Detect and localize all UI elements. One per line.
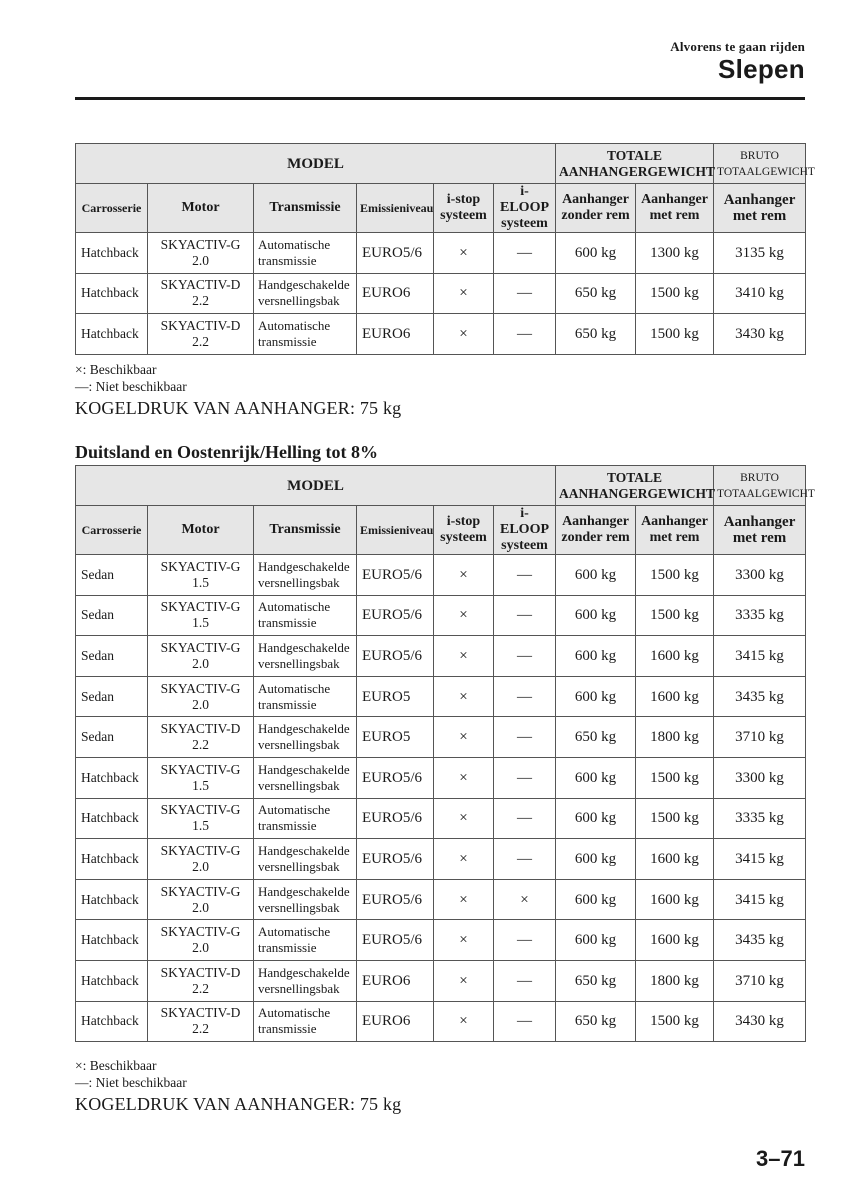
carrosserie-cell: Hatchback bbox=[76, 1001, 148, 1042]
bruto-cell: 3335 kg bbox=[714, 798, 806, 839]
istop-cell: × bbox=[434, 676, 494, 717]
bruto-cell: 3710 kg bbox=[714, 960, 806, 1001]
col-zonder-rem: Aanhanger zonder rem bbox=[556, 506, 636, 555]
table-row bbox=[76, 595, 806, 636]
istop-cell: × bbox=[434, 273, 494, 314]
ieloop-cell: — bbox=[494, 595, 556, 636]
motor-cell: SKYACTIV-G 1.5 bbox=[148, 757, 254, 798]
col-carrosserie: Carrosserie bbox=[76, 506, 148, 555]
bruto-cell: 3430 kg bbox=[714, 1001, 806, 1042]
towing-table-germany-austria bbox=[75, 465, 815, 1042]
istop-cell: × bbox=[434, 636, 494, 677]
zonder-rem-cell: 600 kg bbox=[556, 839, 636, 880]
emissieniveau-cell: EURO6 bbox=[357, 314, 434, 355]
bruto-cell: 3335 kg bbox=[714, 595, 806, 636]
col-emissieniveau: Emissieniveau bbox=[357, 506, 434, 555]
met-rem-cell: 1500 kg bbox=[636, 798, 714, 839]
col-motor: Motor bbox=[148, 506, 254, 555]
col-ieloop: i-ELOOP systeem bbox=[494, 184, 556, 233]
motor-cell: SKYACTIV-D 2.2 bbox=[148, 273, 254, 314]
emissieniveau-cell: EURO5/6 bbox=[357, 920, 434, 961]
met-rem-cell: 1800 kg bbox=[636, 960, 714, 1001]
motor-cell: SKYACTIV-G 1.5 bbox=[148, 798, 254, 839]
col-bruto-met-rem: Aanhanger met rem bbox=[714, 506, 806, 555]
transmissie-cell: Handgeschakelde versnellingsbak bbox=[254, 717, 357, 758]
met-rem-cell: 1500 kg bbox=[636, 314, 714, 355]
met-rem-cell: 1500 kg bbox=[636, 595, 714, 636]
met-rem-cell: 1800 kg bbox=[636, 717, 714, 758]
bruto-cell: 3135 kg bbox=[714, 233, 806, 274]
col-carrosserie: Carrosserie bbox=[76, 184, 148, 233]
bruto-cell: 3415 kg bbox=[714, 879, 806, 920]
carrosserie-cell: Hatchback bbox=[76, 798, 148, 839]
zonder-rem-cell: 600 kg bbox=[556, 676, 636, 717]
col-zonder-rem: Aanhanger zonder rem bbox=[556, 184, 636, 233]
emissieniveau-cell: EURO5/6 bbox=[357, 798, 434, 839]
emissieniveau-cell: EURO6 bbox=[357, 960, 434, 1001]
transmissie-cell: Automatische transmissie bbox=[254, 798, 357, 839]
zonder-rem-cell: 600 kg bbox=[556, 798, 636, 839]
towing-table-general bbox=[75, 143, 815, 355]
istop-cell: × bbox=[434, 595, 494, 636]
page-title: Slepen bbox=[717, 54, 805, 84]
bruto-cell: 3415 kg bbox=[714, 839, 806, 880]
transmissie-cell: Handgeschakelde versnellingsbak bbox=[254, 879, 357, 920]
carrosserie-cell: Hatchback bbox=[76, 314, 148, 355]
bruto-cell: 3300 kg bbox=[714, 757, 806, 798]
ieloop-cell: — bbox=[494, 273, 556, 314]
met-rem-cell: 1600 kg bbox=[636, 676, 714, 717]
istop-cell: × bbox=[434, 920, 494, 961]
zonder-rem-cell: 600 kg bbox=[556, 555, 636, 596]
met-rem-cell: 1600 kg bbox=[636, 839, 714, 880]
table-row bbox=[76, 839, 806, 880]
istop-cell: × bbox=[434, 555, 494, 596]
emissieniveau-cell: EURO5/6 bbox=[357, 233, 434, 274]
emissieniveau-cell: EURO5 bbox=[357, 676, 434, 717]
transmissie-cell: Automatische transmissie bbox=[254, 1001, 357, 1042]
carrosserie-cell: Hatchback bbox=[76, 233, 148, 274]
table-row bbox=[76, 1001, 806, 1042]
motor-cell: SKYACTIV-G 2.0 bbox=[148, 920, 254, 961]
carrosserie-cell: Hatchback bbox=[76, 920, 148, 961]
bruto-cell: 3430 kg bbox=[714, 314, 806, 355]
met-rem-cell: 1500 kg bbox=[636, 273, 714, 314]
col-bruto-met-rem: Aanhanger met rem bbox=[714, 184, 806, 233]
transmissie-cell: Handgeschakelde versnellingsbak bbox=[254, 636, 357, 677]
emissieniveau-cell: EURO6 bbox=[357, 1001, 434, 1042]
transmissie-cell: Automatische transmissie bbox=[254, 920, 357, 961]
transmissie-cell: Automatische transmissie bbox=[254, 595, 357, 636]
table-row bbox=[76, 920, 806, 961]
motor-cell: SKYACTIV-G 2.0 bbox=[148, 879, 254, 920]
met-rem-cell: 1600 kg bbox=[636, 920, 714, 961]
totale-header: TOTALE AANHANGERGEWICHT bbox=[556, 144, 714, 184]
zonder-rem-cell: 600 kg bbox=[556, 233, 636, 274]
col-emissieniveau: Emissieniveau bbox=[357, 184, 434, 233]
zonder-rem-cell: 600 kg bbox=[556, 757, 636, 798]
col-transmissie: Transmissie bbox=[254, 506, 357, 555]
emissieniveau-cell: EURO5/6 bbox=[357, 757, 434, 798]
bruto-cell: 3435 kg bbox=[714, 920, 806, 961]
header-rule bbox=[75, 97, 805, 100]
ieloop-cell: — bbox=[494, 717, 556, 758]
bruto-cell: 3300 kg bbox=[714, 555, 806, 596]
ieloop-cell: — bbox=[494, 314, 556, 355]
section-subtitle: Alvorens te gaan rijden bbox=[670, 39, 805, 54]
transmissie-cell: Handgeschakelde versnellingsbak bbox=[254, 839, 357, 880]
transmissie-cell: Handgeschakelde versnellingsbak bbox=[254, 960, 357, 1001]
transmissie-cell: Automatische transmissie bbox=[254, 676, 357, 717]
zonder-rem-cell: 650 kg bbox=[556, 314, 636, 355]
met-rem-cell: 1300 kg bbox=[636, 233, 714, 274]
table-row bbox=[76, 960, 806, 1001]
met-rem-cell: 1500 kg bbox=[636, 555, 714, 596]
met-rem-cell: 1500 kg bbox=[636, 757, 714, 798]
table-row bbox=[76, 879, 806, 920]
table-row bbox=[76, 314, 806, 355]
istop-cell: × bbox=[434, 798, 494, 839]
transmissie-cell: Handgeschakelde versnellingsbak bbox=[254, 273, 357, 314]
kogeldruk-note: KOGELDRUK VAN AANHANGER: 75 kg bbox=[75, 1094, 402, 1114]
motor-cell: SKYACTIV-G 2.0 bbox=[148, 839, 254, 880]
met-rem-cell: 1600 kg bbox=[636, 636, 714, 677]
istop-cell: × bbox=[434, 960, 494, 1001]
ieloop-cell: — bbox=[494, 798, 556, 839]
zonder-rem-cell: 650 kg bbox=[556, 1001, 636, 1042]
transmissie-cell: Automatische transmissie bbox=[254, 314, 357, 355]
emissieniveau-cell: EURO5/6 bbox=[357, 636, 434, 677]
totale-header: TOTALE AANHANGERGEWICHT bbox=[556, 466, 714, 506]
ieloop-cell: — bbox=[494, 757, 556, 798]
istop-cell: × bbox=[434, 879, 494, 920]
ieloop-cell: — bbox=[494, 839, 556, 880]
ieloop-cell: — bbox=[494, 960, 556, 1001]
carrosserie-cell: Sedan bbox=[76, 595, 148, 636]
emissieniveau-cell: EURO5 bbox=[357, 717, 434, 758]
emissieniveau-cell: EURO5/6 bbox=[357, 555, 434, 596]
carrosserie-cell: Hatchback bbox=[76, 273, 148, 314]
transmissie-cell: Automatische transmissie bbox=[254, 233, 357, 274]
table-row bbox=[76, 798, 806, 839]
ieloop-cell: × bbox=[494, 879, 556, 920]
carrosserie-cell: Hatchback bbox=[76, 960, 148, 1001]
ieloop-cell: — bbox=[494, 1001, 556, 1042]
ieloop-cell: — bbox=[494, 636, 556, 677]
zonder-rem-cell: 650 kg bbox=[556, 717, 636, 758]
bruto-header: BRUTO TOTAALGEWICHT bbox=[714, 144, 806, 184]
istop-cell: × bbox=[434, 1001, 494, 1042]
istop-cell: × bbox=[434, 839, 494, 880]
ieloop-cell: — bbox=[494, 676, 556, 717]
zonder-rem-cell: 600 kg bbox=[556, 636, 636, 677]
table-row bbox=[76, 757, 806, 798]
col-istop: i-stop systeem bbox=[434, 184, 494, 233]
page-number: 3–71 bbox=[756, 1146, 805, 1171]
motor-cell: SKYACTIV-D 2.2 bbox=[148, 314, 254, 355]
bruto-header: BRUTO TOTAALGEWICHT bbox=[714, 466, 806, 506]
carrosserie-cell: Hatchback bbox=[76, 839, 148, 880]
transmissie-cell: Handgeschakelde versnellingsbak bbox=[254, 555, 357, 596]
emissieniveau-cell: EURO5/6 bbox=[357, 879, 434, 920]
motor-cell: SKYACTIV-G 2.0 bbox=[148, 233, 254, 274]
section-heading: Duitsland en Oostenrijk/Helling tot 8% bbox=[75, 442, 379, 462]
table-row bbox=[76, 273, 806, 314]
motor-cell: SKYACTIV-G 1.5 bbox=[148, 595, 254, 636]
legend-available: ×: Beschikbaar bbox=[75, 362, 157, 377]
table-row bbox=[76, 676, 806, 717]
legend-unavailable: —: Niet beschikbaar bbox=[75, 1075, 187, 1090]
ieloop-cell: — bbox=[494, 233, 556, 274]
table-row bbox=[76, 233, 806, 274]
col-motor: Motor bbox=[148, 184, 254, 233]
emissieniveau-cell: EURO6 bbox=[357, 273, 434, 314]
motor-cell: SKYACTIV-G 1.5 bbox=[148, 555, 254, 596]
motor-cell: SKYACTIV-G 2.0 bbox=[148, 636, 254, 677]
istop-cell: × bbox=[434, 233, 494, 274]
table-row bbox=[76, 717, 806, 758]
motor-cell: SKYACTIV-G 2.0 bbox=[148, 676, 254, 717]
col-istop: i-stop systeem bbox=[434, 506, 494, 555]
table-row bbox=[76, 555, 806, 596]
bruto-cell: 3710 kg bbox=[714, 717, 806, 758]
col-met-rem: Aanhanger met rem bbox=[636, 506, 714, 555]
motor-cell: SKYACTIV-D 2.2 bbox=[148, 1001, 254, 1042]
kogeldruk-note: KOGELDRUK VAN AANHANGER: 75 kg bbox=[75, 398, 402, 418]
zonder-rem-cell: 650 kg bbox=[556, 960, 636, 1001]
legend-available: ×: Beschikbaar bbox=[75, 1058, 157, 1073]
ieloop-cell: — bbox=[494, 555, 556, 596]
emissieniveau-cell: EURO5/6 bbox=[357, 839, 434, 880]
carrosserie-cell: Sedan bbox=[76, 636, 148, 677]
model-header: MODEL bbox=[76, 144, 556, 184]
bruto-cell: 3410 kg bbox=[714, 273, 806, 314]
bruto-cell: 3435 kg bbox=[714, 676, 806, 717]
zonder-rem-cell: 600 kg bbox=[556, 920, 636, 961]
emissieniveau-cell: EURO5/6 bbox=[357, 595, 434, 636]
istop-cell: × bbox=[434, 717, 494, 758]
zonder-rem-cell: 600 kg bbox=[556, 595, 636, 636]
bruto-cell: 3415 kg bbox=[714, 636, 806, 677]
zonder-rem-cell: 650 kg bbox=[556, 273, 636, 314]
col-ieloop: i-ELOOP systeem bbox=[494, 506, 556, 555]
zonder-rem-cell: 600 kg bbox=[556, 879, 636, 920]
carrosserie-cell: Hatchback bbox=[76, 879, 148, 920]
met-rem-cell: 1600 kg bbox=[636, 879, 714, 920]
legend-unavailable: —: Niet beschikbaar bbox=[75, 379, 187, 394]
istop-cell: × bbox=[434, 757, 494, 798]
carrosserie-cell: Sedan bbox=[76, 555, 148, 596]
col-transmissie: Transmissie bbox=[254, 184, 357, 233]
ieloop-cell: — bbox=[494, 920, 556, 961]
carrosserie-cell: Hatchback bbox=[76, 757, 148, 798]
carrosserie-cell: Sedan bbox=[76, 676, 148, 717]
istop-cell: × bbox=[434, 314, 494, 355]
met-rem-cell: 1500 kg bbox=[636, 1001, 714, 1042]
motor-cell: SKYACTIV-D 2.2 bbox=[148, 717, 254, 758]
model-header: MODEL bbox=[76, 466, 556, 506]
transmissie-cell: Handgeschakelde versnellingsbak bbox=[254, 757, 357, 798]
table-row bbox=[76, 636, 806, 677]
carrosserie-cell: Sedan bbox=[76, 717, 148, 758]
motor-cell: SKYACTIV-D 2.2 bbox=[148, 960, 254, 1001]
col-met-rem: Aanhanger met rem bbox=[636, 184, 714, 233]
